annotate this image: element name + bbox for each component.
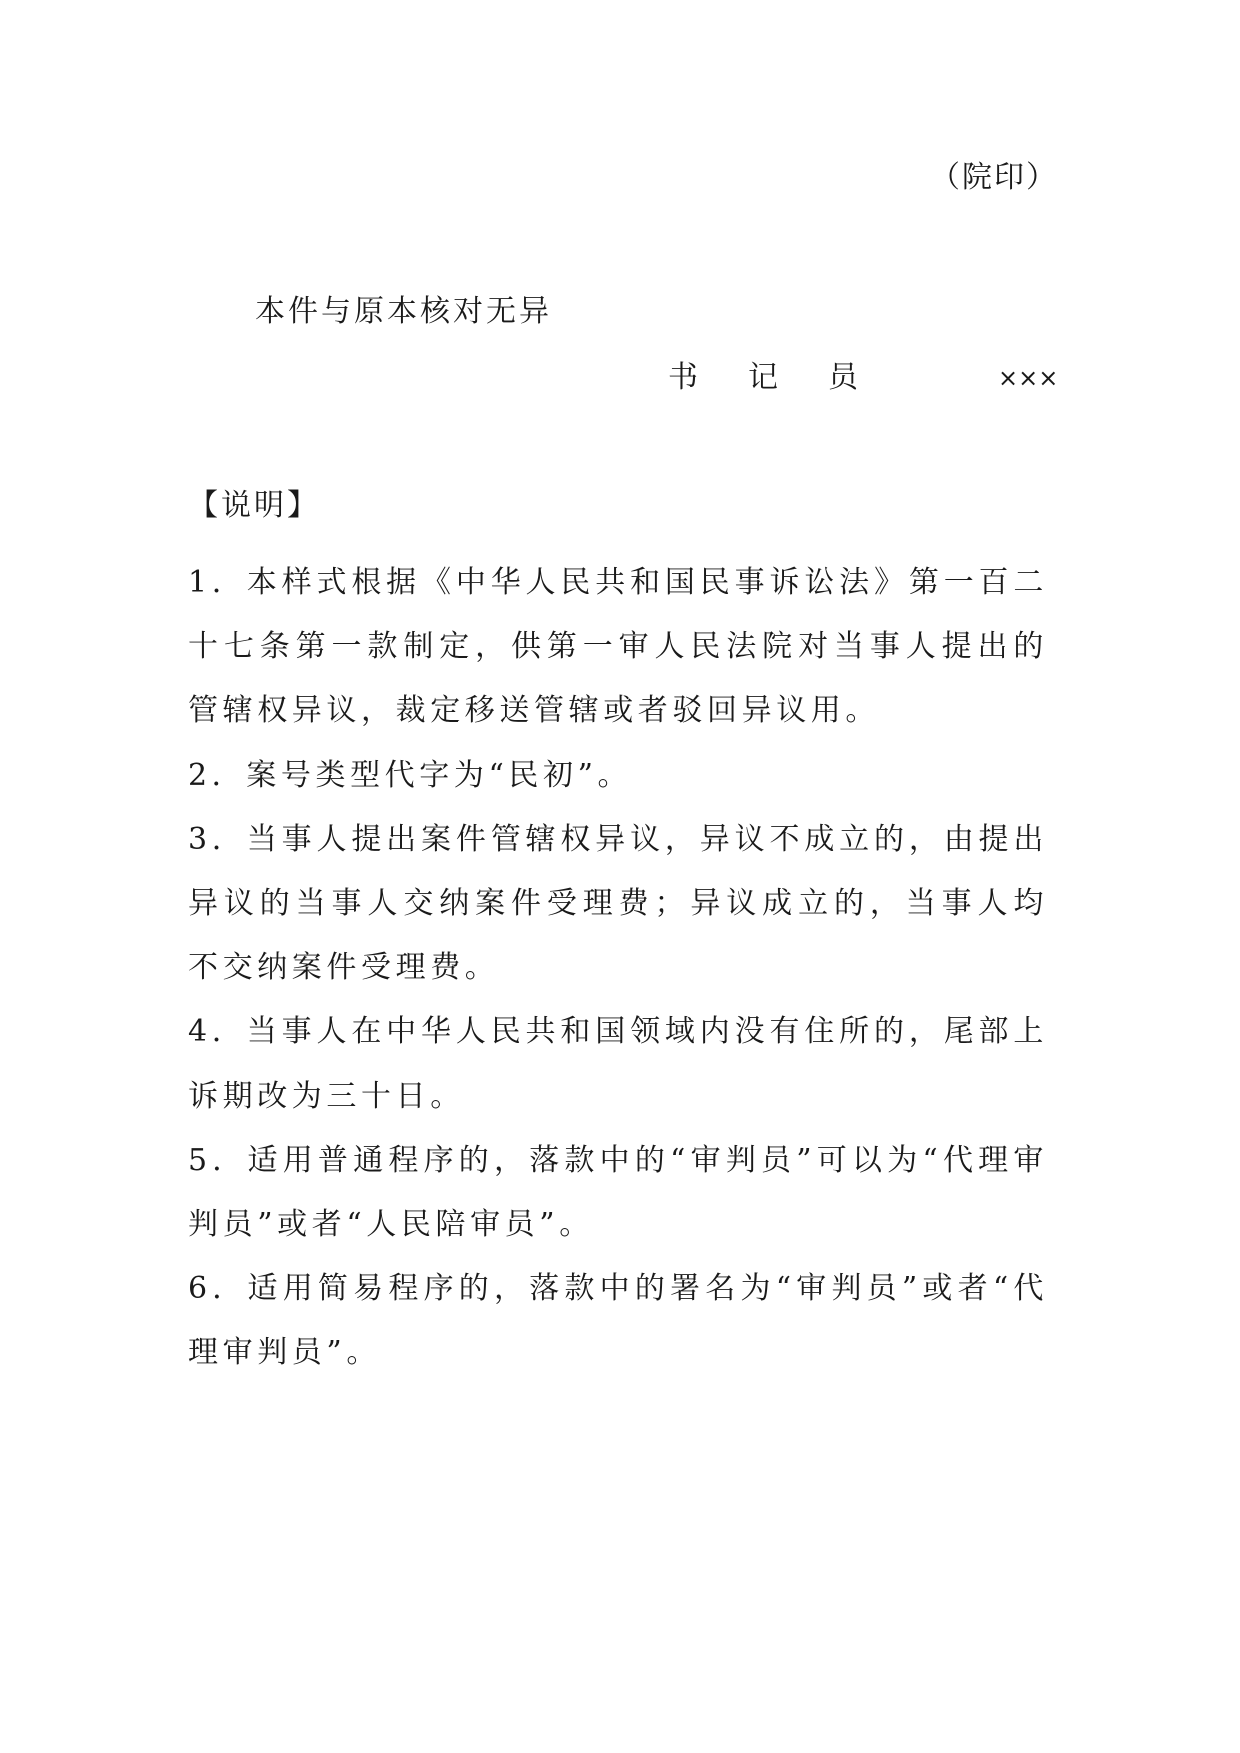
certification-statement: 本件与原本核对无异 bbox=[255, 294, 552, 329]
court-seal-placeholder: （院印） bbox=[930, 160, 1058, 195]
clerk-name: ××× bbox=[998, 364, 1059, 392]
clerk-title: 书记员 bbox=[668, 360, 908, 395]
notes-heading: 【说明】 bbox=[188, 488, 320, 523]
note-item: 3．当事人提出案件管辖权异议，异议不成立的，由提出异议的当事人交纳案件受理费；异议成立的，当事人均不交纳案件受理费。 bbox=[188, 821, 1048, 986]
note-item: 2．案号类型代字为“民初”。 bbox=[188, 757, 633, 793]
note-item: 4．当事人在中华人民共和国领域内没有住所的，尾部上诉期改为三十日。 bbox=[188, 1014, 1048, 1114]
note-item: 5．适用普通程序的，落款中的“审判员”可以为“代理审判员”或者“人民陪审员”。 bbox=[188, 1142, 1048, 1243]
clerk-signature bbox=[668, 358, 1068, 398]
notes-list bbox=[188, 551, 1048, 1386]
note-item: 1．本样式根据《中华人民共和国民事诉讼法》第一百二十七条第一款制定，供第一审人民法院对当事人提出的管辖权异议，裁定移送管辖或者驳回异议用。 bbox=[188, 565, 1048, 729]
note-item: 6．适用简易程序的，落款中的署名为“审判员”或者“代理审判员”。 bbox=[188, 1271, 1048, 1371]
